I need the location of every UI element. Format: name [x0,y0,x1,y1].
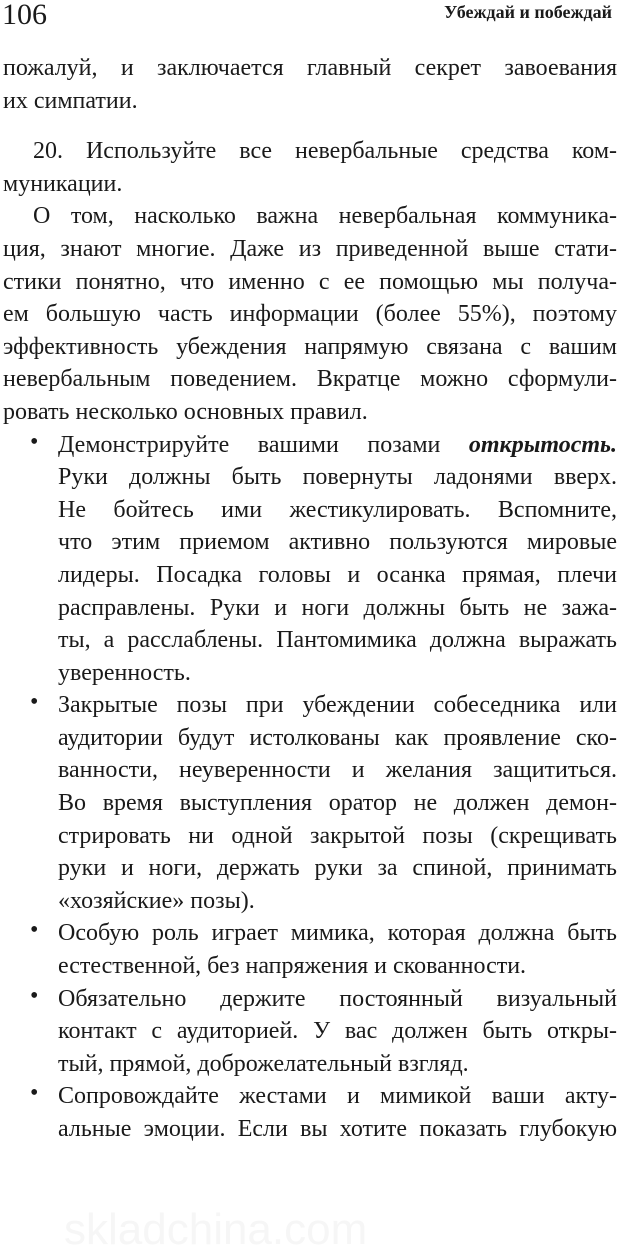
text-line: альные эмоции. Если вы хотите показать глубокую [58,1116,617,1142]
text-line: их симпатии. [3,87,138,114]
bullet-icon: • [30,982,39,1009]
text-line: ты, а расслаблены. Пантомимика должна выражать [58,627,617,654]
text-line: Во время выступления оратор не должен демон- [58,790,617,817]
text-line: лидеры. Посадка головы и осанка прямая, плечи [58,561,617,588]
paragraph [3,52,617,117]
text-line: контакт с аудиторией. У вас должен быть откры- [58,1018,617,1045]
text-line: эффективность убеждения напрямую связана с вашим [3,333,617,360]
paragraph [3,135,617,200]
bullet-item [3,689,617,917]
bullet-icon: • [30,917,39,944]
text-line: тый, прямой, доброжелательный взгляд. [58,1050,469,1077]
watermark: skladchina.com [64,1205,368,1254]
text-line: аудитории будут истолкованы как проявление ско- [58,724,617,751]
bullet-icon: • [30,1080,39,1107]
text-line: руки и ноги, держать руки за спиной, принимать [58,855,617,882]
text-line: Закрытые позы при убеждении собеседника или [58,692,617,719]
text-line: естественной, без напряжения и скованности. [58,953,527,980]
text-line: что этим приемом активно пользуются мировые [58,529,617,556]
text-line [58,429,617,462]
text-line: Обязательно держите постоянный визуальный [58,985,617,1012]
bullet-item [3,983,617,1081]
text-line: ванности, неуверенности и желания защититься. [58,757,617,784]
text-line: ем большую часть информации (более 55%), поэтому [3,301,617,328]
running-title: Убеждай и побеждай [444,2,612,22]
text-line: стики понятно, что именно с ее помощью мы получа- [3,268,617,295]
text-line: расправлены. Руки и ноги должны быть не зажа- [58,594,617,621]
text-line: стрировать ни одной закрытой позы (скрещивать [58,822,617,849]
text-span: Демонстрируйте вашими позами [58,431,441,458]
text-line: Сопровождайте жестами и мимикой ваши акту- [58,1083,617,1110]
text-line: муникации. [3,170,123,197]
bullet-icon: • [30,428,39,455]
text-line: Не бойтесь ими жестикулировать. Вспомните, [58,496,617,523]
page-body [3,52,617,1146]
text-line: Руки должны быть повернуты ладонями вверх. [58,464,617,491]
bullet-icon: • [30,689,39,716]
paragraph [3,200,617,428]
text-line: невербальным поведением. Вкратце можно сформули- [3,366,617,393]
emphasized-text: открытость. [468,431,617,458]
text-line: уверенность. [58,659,191,686]
text-line: ровать несколько основных правил. [3,398,368,425]
page-number: 106 [2,0,47,31]
bullet-item [3,429,617,690]
text-line: Особую роль играет мимика, которая должна быть [58,920,617,947]
text-line: пожалуй, и заключается главный секрет завоевания [3,55,617,81]
paragraph-gap [3,117,617,135]
text-line: «хозяйские» позы). [58,887,255,914]
bullet-item [3,917,617,982]
text-line: О том, насколько важна невербальная коммуника- [33,203,617,230]
bullet-item [3,1080,617,1145]
text-line: 20. Используйте все невербальные средства ком- [33,138,617,165]
text-line: ция, знают многие. Даже из приведенной выше стати- [3,235,617,262]
